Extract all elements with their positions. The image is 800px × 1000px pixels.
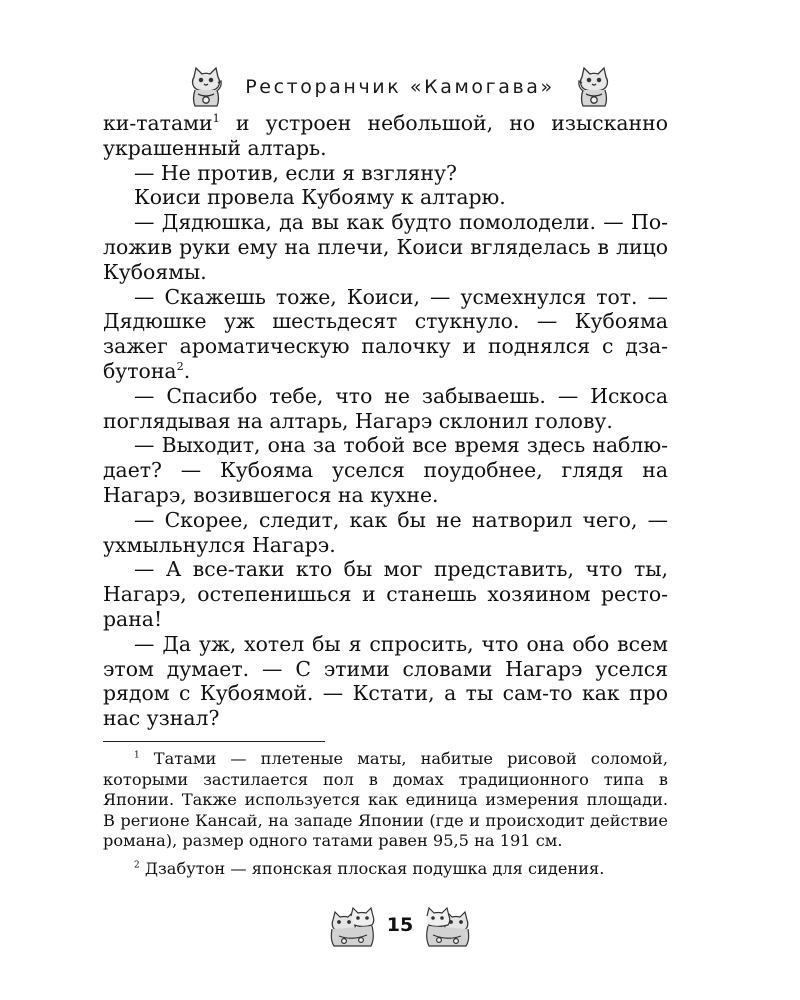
paragraph: — Дядюшка, да вы как будто помолодели. — Положив руки ему на плечи, Коиси вгляделась в лицо Кубоямы. — [103, 210, 668, 284]
footnotes — [103, 749, 668, 879]
paragraph: Коиси провела Кубояму к алтарю. — [134, 185, 506, 210]
running-header — [0, 62, 800, 112]
footnote-marker: 2 — [134, 860, 140, 871]
lucky-cat-icon — [187, 65, 225, 109]
paragraph: — Выходит, она за тобой все время здесь наблюдает? — Кубояма уселся поудобнее, глядя на Нагарэ, возившегося на кухне. — [103, 433, 668, 507]
page-footer — [0, 900, 800, 950]
footnote-divider — [103, 741, 325, 742]
paragraph: — Спасибо тебе, что не забываешь. — Искоса поглядывая на алтарь, Нагарэ склонил голову. — [103, 383, 668, 433]
body-text — [103, 111, 668, 731]
paragraph: — Не против, если я взгляну? — [134, 160, 457, 185]
paragraph: — Да уж, хотел бы я спросить, что она обо всем этом думает. — С этими словами Нагарэ уселся рядом с Кубоямой. — Кстати, а ты сам-то как про нас узнал? — [103, 631, 668, 731]
page-number: 15 — [386, 914, 414, 936]
footnote: $^2$ Дзабутон — японская плоская подушка для сидения. — [134, 858, 605, 878]
running-title: Ресторанчик «Камогава» — [245, 76, 555, 98]
paragraph: ки-татами$^1$ и устроен небольшой, но изысканно украшенный алтарь. — [103, 111, 668, 160]
paragraph: — Скажешь тоже, Коиси, — усмехнулся тот. — Дядюшке уж шестьдесят стукнуло. — Кубояма зажег ароматическую палочку и поднялся с дзабутона$^2$. — [103, 284, 668, 383]
cat-group-icon — [423, 902, 473, 948]
footnote-marker: 1 — [134, 750, 140, 761]
paragraph: — А все-таки кто бы мог представить, что ты, Нагарэ, остепенишься и станешь хозяином ресторана! — [103, 557, 668, 631]
footnote: $^1$ Татами — плетеные маты, набитые рисовой соломой, которыми застилается пол в домах традиционного типа в Японии. Также используется как единица измерения площади. В регионе Кансай, на западе Японии (где и происходит действие романа), размер одного татами равен 95,5 на 191 см. — [103, 749, 668, 850]
footnote-ref: 2 — [176, 360, 184, 374]
cat-group-icon — [327, 902, 377, 948]
footnote-ref: 1 — [212, 112, 220, 126]
paragraph: — Скорее, следит, как бы не натворил чего, — ухмыльнулся Нагарэ. — [103, 507, 668, 557]
lucky-cat-icon — [575, 65, 613, 109]
